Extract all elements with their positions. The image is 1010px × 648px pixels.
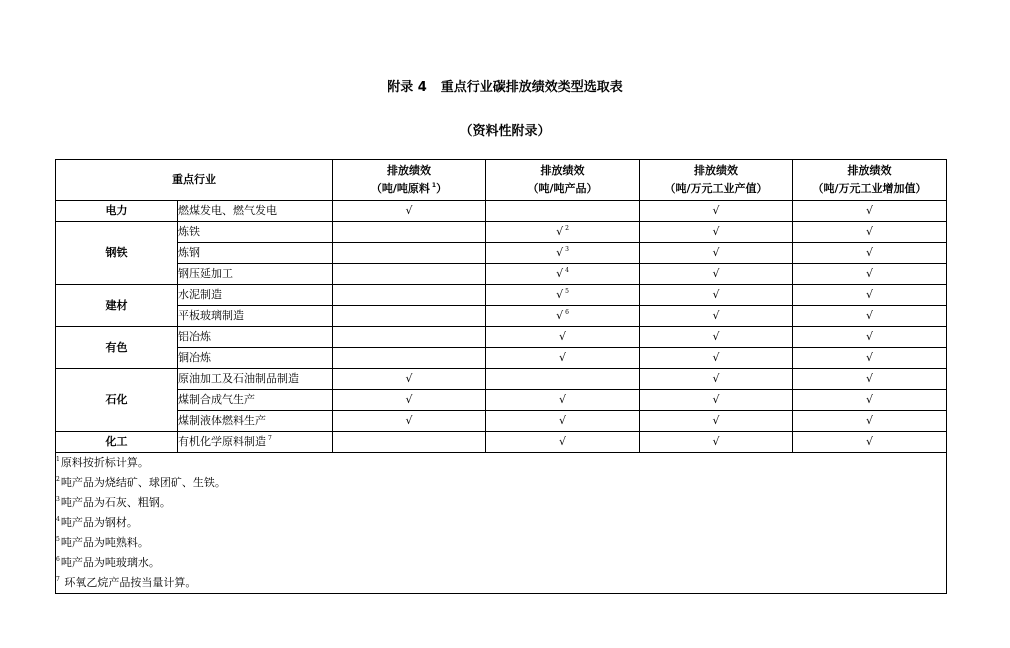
check-mark: √ [558, 393, 566, 406]
industry-cell: 钢铁 [56, 222, 178, 285]
header-col-1 [333, 160, 486, 201]
footnote-line [56, 573, 946, 593]
check-cell-col-2 [486, 369, 640, 390]
sub-industry-cell [178, 327, 333, 348]
sub-industry-label: 平板玻璃制造 [178, 309, 244, 322]
sub-industry-cell [178, 432, 333, 453]
check-cell-col-3 [640, 348, 793, 369]
appendix-subtitle: （资料性附录） [459, 124, 551, 139]
check-mark: √ [712, 351, 720, 364]
check-mark: √ [865, 393, 873, 406]
sub-industry-cell [178, 369, 333, 390]
check-cell-col-3 [640, 327, 793, 348]
footnote-number: 5 [56, 536, 60, 543]
check-mark: √ [556, 246, 564, 259]
table-row [56, 369, 947, 390]
table-row [56, 432, 947, 453]
sub-industry-cell [178, 390, 333, 411]
check-mark: √ [556, 309, 564, 322]
footnote-number: 6 [56, 556, 60, 563]
check-cell-col-3 [640, 264, 793, 285]
sub-industry-label: 煤制液体燃料生产 [178, 414, 266, 427]
check-mark: √ [405, 204, 413, 217]
table-row [56, 264, 947, 285]
check-cell-col-3 [640, 285, 793, 306]
check-mark: √ [865, 204, 873, 217]
check-mark: √ [558, 351, 566, 364]
industry-cell: 有色 [56, 327, 178, 369]
footnote-number: 2 [56, 476, 60, 483]
check-cell-col-4 [793, 348, 947, 369]
check-cell-col-3 [640, 306, 793, 327]
sub-industry-cell [178, 285, 333, 306]
header-col-3-line2: （吨/万元工业产值） [664, 182, 768, 195]
check-mark: √ [865, 372, 873, 385]
header-col-3 [640, 160, 793, 201]
check-mark: √ [556, 288, 564, 301]
header-col-4-line1: 排放绩效 [847, 164, 892, 177]
appendix-number: 附录 4 [387, 80, 427, 95]
sub-industry-label: 炼钢 [178, 246, 200, 259]
check-mark: √ [865, 330, 873, 343]
check-cell-col-1 [333, 306, 486, 327]
sub-industry-cell [178, 243, 333, 264]
sub-industry-label: 炼铁 [178, 225, 200, 238]
check-mark: √ [712, 330, 720, 343]
sub-industry-label: 铜冶炼 [178, 351, 211, 364]
check-cell-col-2 [486, 306, 640, 327]
check-cell-col-4 [793, 285, 947, 306]
table-row [56, 201, 947, 222]
check-cell-col-3 [640, 390, 793, 411]
check-mark: √ [558, 330, 566, 343]
header-col-1-line2: （吨/吨原料 $^1$） [370, 182, 448, 195]
header-col-1-line1: 排放绩效 [387, 164, 431, 177]
check-cell-col-2 [486, 432, 640, 453]
check-cell-col-3 [640, 369, 793, 390]
check-cell-col-4 [793, 432, 947, 453]
check-mark: √ [865, 309, 873, 322]
header-col-4 [793, 160, 947, 201]
check-cell-col-1 [333, 285, 486, 306]
footnote-line [56, 513, 946, 533]
check-cell-col-3 [640, 432, 793, 453]
footnote-number: 3 [56, 496, 60, 503]
sub-industry-label: 原油加工及石油制品制造 [178, 372, 299, 385]
check-cell-col-2 [486, 264, 640, 285]
check-cell-col-1 [333, 432, 486, 453]
header-industry: 重点行业 [56, 160, 333, 201]
check-mark: √ [556, 267, 564, 280]
sub-industry-cell [178, 264, 333, 285]
footnote-text: 环氧乙烷产品按当量计算。 [60, 576, 197, 589]
header-row [56, 160, 947, 201]
footnote-line [56, 453, 946, 473]
check-cell-col-3 [640, 243, 793, 264]
check-mark: √ [405, 414, 413, 427]
table-row [56, 306, 947, 327]
check-mark: √ [405, 393, 413, 406]
appendix-title-text: 重点行业碳排放绩效类型选取表 [440, 80, 623, 95]
check-mark: √ [712, 267, 720, 280]
footnote-text: 吨产品为烧结矿、球团矿、生铁。 [60, 476, 226, 489]
sub-industry-cell [178, 411, 333, 432]
footnote-line [56, 493, 946, 513]
check-cell-col-1 [333, 348, 486, 369]
check-mark: √ [865, 414, 873, 427]
check-cell-col-4 [793, 390, 947, 411]
table-row [56, 348, 947, 369]
check-cell-col-2 [486, 411, 640, 432]
check-cell-col-4 [793, 264, 947, 285]
check-cell-col-3 [640, 201, 793, 222]
check-mark: √ [558, 435, 566, 448]
header-col-2-line1: 排放绩效 [540, 164, 585, 177]
check-mark: √ [405, 372, 413, 385]
check-cell-col-4 [793, 222, 947, 243]
check-mark: √ [865, 267, 873, 280]
header-col-2 [486, 160, 640, 201]
appendix-title [0, 76, 1010, 95]
check-cell-col-2 [486, 222, 640, 243]
header-col-4-line2: （吨/万元工业增加值） [812, 182, 927, 195]
footnote-marker: 4 [565, 267, 569, 274]
sub-industry-label: 水泥制造 [178, 288, 222, 301]
footnote-marker: 6 [565, 309, 569, 316]
footnote-line [56, 473, 946, 493]
header-col-3-line1: 排放绩效 [694, 164, 738, 177]
table-row [56, 222, 947, 243]
header-col-1-sup: 1 [431, 182, 437, 189]
sub-industry-label: 燃煤发电、燃气发电 [178, 204, 277, 217]
check-cell-col-1 [333, 390, 486, 411]
table-row [56, 243, 947, 264]
check-cell-col-4 [793, 369, 947, 390]
footnote-text: 吨产品为吨玻璃水。 [60, 556, 160, 569]
footnote-marker: 7 [268, 435, 272, 442]
check-cell-col-2 [486, 348, 640, 369]
check-cell-col-2 [486, 285, 640, 306]
footnote-number: 4 [56, 516, 60, 523]
check-cell-col-2 [486, 243, 640, 264]
footnote-number: 7 [56, 576, 60, 583]
check-mark: √ [712, 204, 720, 217]
check-mark: √ [712, 246, 720, 259]
check-mark: √ [865, 435, 873, 448]
check-cell-col-2 [486, 390, 640, 411]
check-cell-col-1 [333, 264, 486, 285]
sub-industry-cell [178, 222, 333, 243]
check-mark: √ [558, 414, 566, 427]
sub-industry-cell [178, 348, 333, 369]
selection-table [55, 159, 947, 594]
check-cell-col-3 [640, 411, 793, 432]
check-cell-col-1 [333, 243, 486, 264]
footnote-number: 1 [56, 456, 60, 463]
sub-industry-label: 有机化学原料制造 [178, 435, 266, 448]
footnote-text: 吨产品为石灰、粗钢。 [60, 496, 171, 509]
footnote-text: 吨产品为吨熟料。 [60, 536, 149, 549]
table-row [56, 411, 947, 432]
check-cell-col-4 [793, 201, 947, 222]
check-cell-col-1 [333, 411, 486, 432]
footnote-text: 原料按折标计算。 [60, 456, 149, 469]
check-cell-col-4 [793, 243, 947, 264]
check-mark: √ [712, 414, 720, 427]
footnote-marker: 5 [565, 288, 569, 295]
check-cell-col-2 [486, 327, 640, 348]
sub-industry-label: 钢压延加工 [178, 267, 233, 280]
check-mark: √ [712, 225, 720, 238]
check-mark: √ [712, 372, 720, 385]
check-cell-col-1 [333, 327, 486, 348]
footnote-marker: 3 [565, 246, 569, 253]
footnotes [56, 453, 947, 594]
industry-cell: 电力 [56, 201, 178, 222]
check-mark: √ [556, 225, 564, 238]
header-col-2-line2: （吨/吨产品） [527, 182, 598, 195]
check-mark: √ [865, 225, 873, 238]
check-mark: √ [712, 435, 720, 448]
check-cell-col-4 [793, 306, 947, 327]
industry-cell: 建材 [56, 285, 178, 327]
sub-industry-cell [178, 201, 333, 222]
industry-cell: 化工 [56, 432, 178, 453]
table-row [56, 390, 947, 411]
footnote-line [56, 553, 946, 573]
check-cell-col-1 [333, 222, 486, 243]
check-mark: √ [712, 288, 720, 301]
footnote-text: 吨产品为钢材。 [60, 516, 138, 529]
notes-row [56, 453, 947, 594]
check-mark: √ [865, 288, 873, 301]
check-mark: √ [712, 309, 720, 322]
sub-industry-label: 煤制合成气生产 [178, 393, 255, 406]
footnote-marker: 2 [565, 225, 569, 232]
sub-industry-cell [178, 306, 333, 327]
check-cell-col-1 [333, 369, 486, 390]
check-mark: √ [865, 246, 873, 259]
check-cell-col-4 [793, 411, 947, 432]
footnote-line [56, 533, 946, 553]
table-row [56, 327, 947, 348]
check-mark: √ [865, 351, 873, 364]
check-cell-col-4 [793, 327, 947, 348]
check-cell-col-3 [640, 222, 793, 243]
sub-industry-label: 铝冶炼 [178, 330, 211, 343]
check-cell-col-2 [486, 201, 640, 222]
industry-cell: 石化 [56, 369, 178, 432]
check-cell-col-1 [333, 201, 486, 222]
check-mark: √ [712, 393, 720, 406]
table-row [56, 285, 947, 306]
